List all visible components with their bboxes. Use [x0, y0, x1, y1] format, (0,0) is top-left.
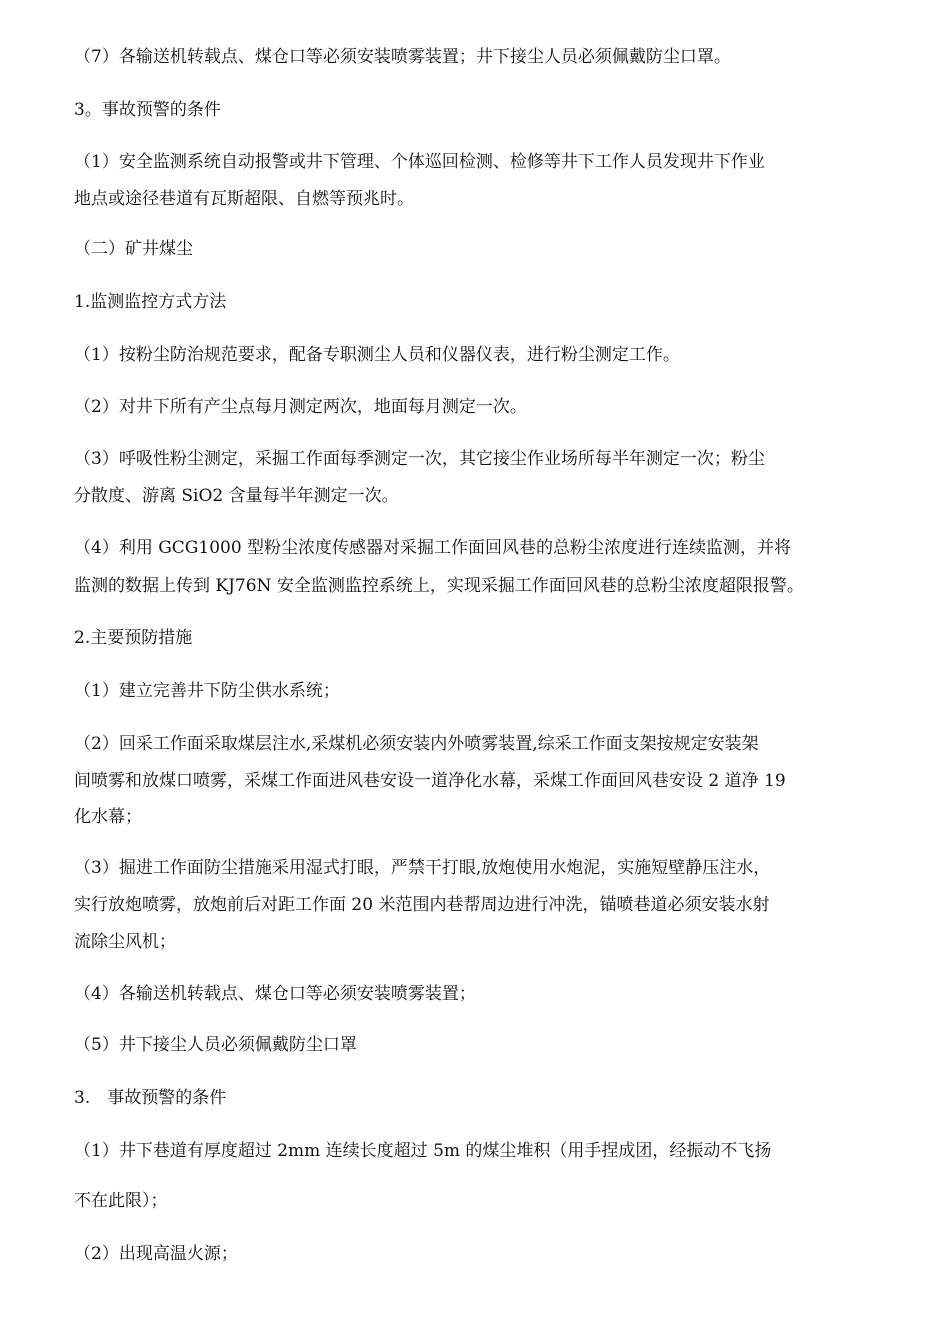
paragraph-line: 间喷雾和放煤口喷雾，采煤工作面进风巷安设一道净化水幕，采煤工作面回风巷安设 2 道净 19: [74, 771, 786, 791]
paragraph-line: 不在此限）；: [74, 1191, 168, 1211]
section-heading: 1.监测监控方式方法: [74, 292, 227, 312]
section-heading: 2.主要预防措施: [74, 628, 193, 648]
section-heading: 3. 事故预警的条件: [74, 1088, 227, 1108]
paragraph-line: 流除尘风机；: [74, 932, 176, 952]
section-heading: （二）矿井煤尘: [74, 239, 193, 259]
paragraph-line: 分散度、游离 SiO2 含量每半年测定一次。: [74, 486, 399, 506]
paragraph-line: 实行放炮喷雾，放炮前后对距工作面 20 米范围内巷帮周边进行冲洗，锚喷巷道必须安装水射: [74, 895, 770, 915]
section-heading: 3。事故预警的条件: [74, 100, 221, 120]
paragraph-line: （1）井下巷道有厚度超过 2mm 连续长度超过 5m 的煤尘堆积（用手捏成团，经振动不飞扬: [74, 1141, 772, 1161]
paragraph-line: （1）按粉尘防治规范要求，配备专职测尘人员和仪器仪表，进行粉尘测定工作。: [74, 345, 680, 365]
paragraph-line: （3）呼吸性粉尘测定，采掘工作面每季测定一次，其它接尘作业场所每半年测定一次；粉尘: [74, 449, 765, 469]
paragraph-line: （2）对井下所有产尘点每月测定两次，地面每月测定一次。: [74, 397, 527, 417]
paragraph-line: 化水幕；: [74, 807, 142, 827]
paragraph-line: （5）井下接尘人员必须佩戴防尘口罩: [74, 1035, 357, 1055]
paragraph-line: （4）各输送机转载点、煤仓口等必须安装喷雾装置；: [74, 984, 476, 1004]
paragraph-line: （3）掘进工作面防尘措施采用湿式打眼，严禁干打眼,放炮使用水炮泥，实施短壁静压注水，: [74, 858, 771, 878]
paragraph-line: （4）利用 GCG1000 型粉尘浓度传感器对采掘工作面回风巷的总粉尘浓度进行连续监测，并将: [74, 538, 792, 558]
paragraph-line: （1）建立完善井下防尘供水系统；: [74, 681, 340, 701]
paragraph-line: （2）回采工作面采取煤层注水,采煤机必须安装内外喷雾装置,综采工作面支架按规定安装架: [74, 734, 759, 754]
paragraph-line: （7）各输送机转载点、煤仓口等必须安装喷雾装置；井下接尘人员必须佩戴防尘口罩。: [74, 47, 731, 67]
paragraph-line: （2）出现高温火源；: [74, 1244, 238, 1264]
paragraph-line: （1）安全监测系统自动报警或井下管理、个体巡回检测、检修等井下工作人员发现井下作业: [74, 152, 765, 172]
paragraph-line: 地点或途径巷道有瓦斯超限、自燃等预兆时。: [74, 189, 414, 209]
paragraph-line: 监测的数据上传到 KJ76N 安全监测监控系统上，实现采掘工作面回风巷的总粉尘浓度超限报警。: [74, 576, 804, 596]
